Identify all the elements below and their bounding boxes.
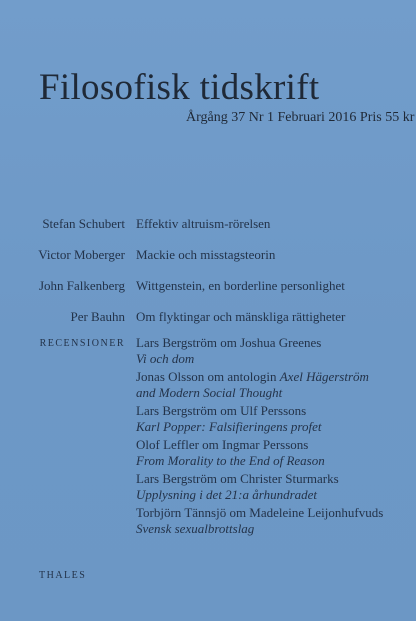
article-author: Victor Moberger [38, 247, 125, 262]
article-row [0, 247, 416, 265]
article-row [0, 309, 416, 327]
review-work-title-start: Axel Hägerström [279, 369, 369, 384]
review-line: Olof Leffler om Ingmar Perssons [136, 437, 309, 452]
issue-info: Årgång 37 Nr 1 Februari 2016 Pris 55 kr [186, 110, 415, 125]
article-row [0, 216, 416, 234]
reviews-section-label: RECENSIONER [39, 338, 125, 349]
review-line: Lars Bergström om Joshua Greenes [136, 335, 322, 350]
publisher-name: THALES [39, 570, 87, 581]
review-work-title: and Modern Social Thought [136, 385, 283, 400]
review-work-title: Upplysning i det 21:a århundradet [136, 487, 318, 502]
article-title: Om flyktingar och mänskliga rättigheter [136, 309, 346, 324]
review-entry [136, 335, 321, 367]
review-line-text: Jonas Olsson om antologin [136, 369, 280, 384]
review-entry [136, 471, 339, 503]
article-row [0, 278, 416, 296]
journal-title: Filosofisk tidskrift [39, 67, 320, 108]
review-line: Lars Bergström om Ulf Perssons [136, 403, 307, 418]
article-title: Mackie och misstagsteorin [136, 247, 276, 262]
review-line: Lars Bergström om Christer Sturmarks [136, 471, 339, 486]
article-author: Per Bauhn [70, 309, 125, 324]
review-line [136, 369, 369, 385]
article-author: John Falkenberg [38, 278, 125, 293]
article-author: Stefan Schubert [42, 216, 125, 231]
review-work-title: From Morality to the End of Reason [136, 453, 325, 468]
review-work-title: Karl Popper: Falsifieringens profet [136, 419, 322, 434]
review-work-title: Vi och dom [136, 351, 195, 366]
review-entry [136, 437, 325, 469]
review-entry [136, 369, 369, 401]
review-entry [136, 403, 321, 435]
review-entry [136, 505, 383, 537]
article-title: Wittgenstein, en borderline personlighet [136, 278, 345, 293]
article-title: Effektiv altruism-rörelsen [136, 216, 271, 231]
review-work-title: Svensk sexualbrottslag [136, 521, 255, 536]
review-line: Torbjörn Tännsjö om Madeleine Leijonhufvuds [136, 505, 384, 520]
